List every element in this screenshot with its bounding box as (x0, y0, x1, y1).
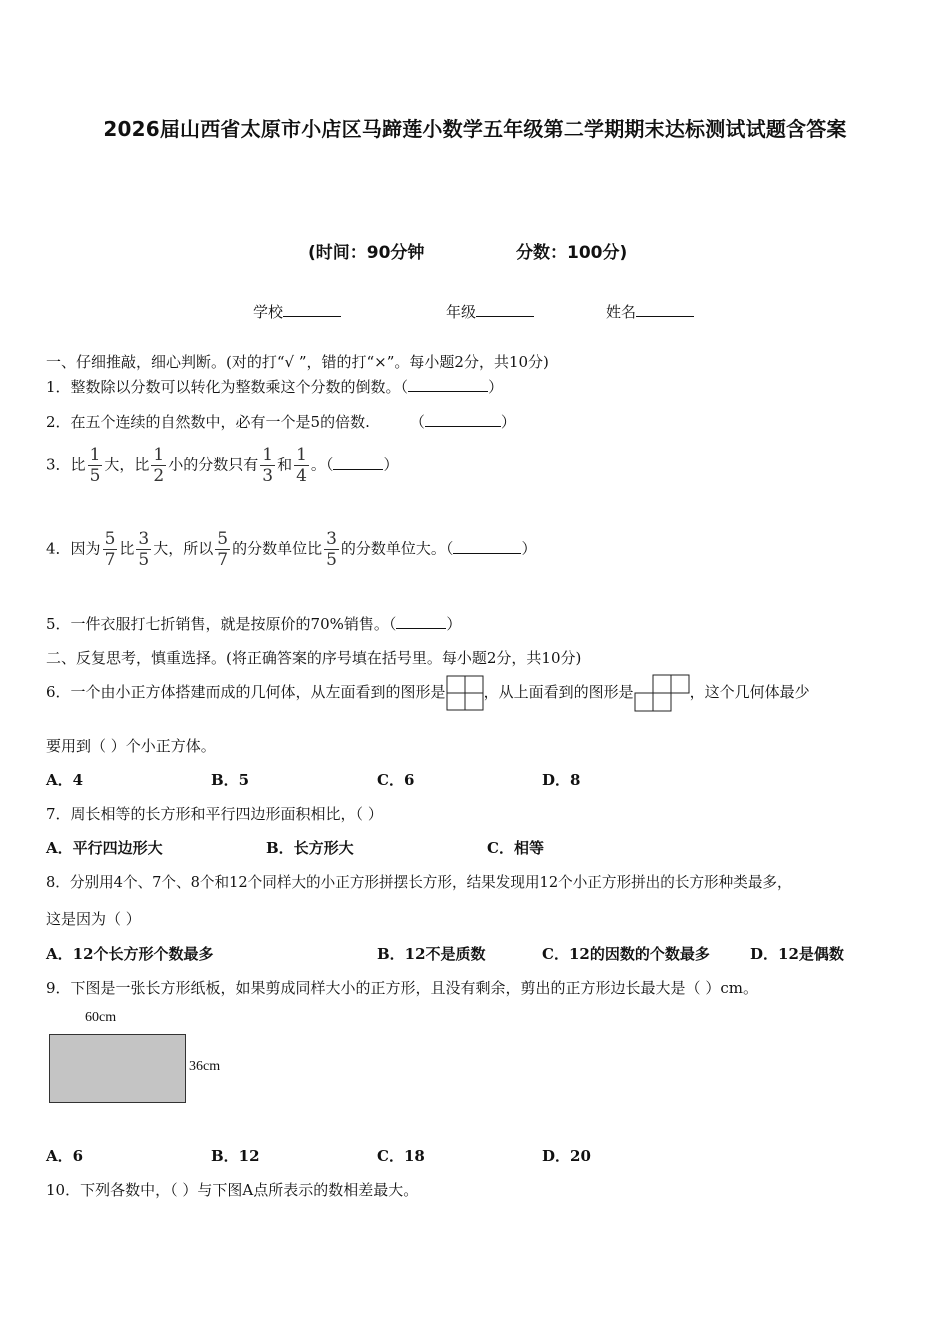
fraction: $\frac{5}{7}$ (104, 529, 116, 570)
q6-text-1: 一个由小正方体搭建而成的几何体，从左面看到的图形是 (70, 683, 446, 701)
name-blank[interactable] (636, 302, 694, 317)
question-2 (46, 411, 516, 432)
q4-text-1: 因为 (70, 539, 101, 558)
q5-close: ） (446, 615, 462, 633)
q4-text-3: 大，所以 (153, 539, 214, 558)
q2-answer-blank[interactable] (425, 412, 501, 427)
question-8 (46, 871, 792, 892)
q9-option-d[interactable]: D．20 (542, 1147, 591, 1165)
fraction: $\frac{1}{3}$ (262, 445, 274, 486)
q6-option-d[interactable]: D．8 (542, 771, 581, 789)
fraction: $\frac{3}{5}$ (326, 529, 337, 570)
q7-option-c[interactable]: C．相等 (487, 839, 544, 857)
width-label: 60cm (85, 1010, 117, 1025)
q2-open: （ (409, 413, 425, 431)
q7-number: 7． (46, 805, 71, 823)
q3-text-2: 大，比 (104, 455, 150, 474)
q9-option-c[interactable]: C．18 (377, 1147, 425, 1165)
q9-option-b[interactable]: B．12 (211, 1147, 260, 1165)
height-label: 36cm (189, 1059, 221, 1074)
section1-heading: 一、仔细推敲，细心判断。(对的打“√ ”，错的打“×”。每小题2分，共10分) (46, 353, 549, 371)
name-label: 姓名 (606, 303, 637, 321)
question-1 (46, 376, 503, 397)
q3-text-1: 比 (70, 455, 86, 474)
q1-text: 整数除以分数可以转化为整数乘这个分数的倒数。（ (70, 378, 409, 396)
top-view-figure (634, 674, 690, 712)
question-3 (46, 445, 398, 486)
q8-option-c[interactable]: C．12的因数的个数最多 (542, 945, 710, 963)
q1-answer-blank[interactable] (408, 377, 488, 392)
page-title: 2026届山西省太原市小店区马蹄莲小数学五年级第二学期期末达标测试试题含答案 (103, 117, 847, 141)
name-field (606, 301, 694, 322)
question-10 (46, 1179, 418, 1200)
grade-label: 年级 (446, 303, 477, 321)
q3-text-4: 和 (277, 455, 293, 474)
exam-time: (时间：90分钟 (308, 243, 425, 263)
q6-text-3: ，这个几何体最少 (689, 683, 810, 701)
q7-option-a[interactable]: A．平行四边形大 (46, 839, 163, 857)
q10-number: 10． (46, 1181, 81, 1199)
q9-text: 下图是一张长方形纸板，如果剪成同样大小的正方形，且没有剩余，剪出的正方形边长最大是（ ）cm。 (70, 979, 758, 997)
q5-number: 5． (46, 615, 71, 633)
q2-close: ） (500, 413, 516, 431)
q6-option-a[interactable]: A．4 (46, 771, 84, 789)
q3-answer-blank[interactable] (333, 455, 383, 470)
q2-number: 2． (46, 413, 71, 431)
q1-close: ） (488, 378, 504, 396)
q6-option-c[interactable]: C．6 (377, 771, 415, 789)
q6-number: 6． (46, 683, 71, 701)
q8-text-1: 分别用4个、7个、8个和12个同样大的小正方形拼摆长方形，结果发现用12个小正方形拼出的长方形种类最多， (69, 874, 792, 891)
q8-option-b[interactable]: B．12不是质数 (377, 945, 486, 963)
q3-text-3: 小的分数只有 (168, 455, 259, 474)
question-5 (46, 613, 461, 634)
q5-answer-blank[interactable] (396, 614, 446, 629)
q5-text: 一件衣服打七折销售，就是按原价的70%销售。（ (70, 615, 397, 633)
grade-field (446, 301, 534, 322)
school-field (253, 301, 341, 322)
paper-rectangle (49, 1034, 186, 1103)
left-view-figure (446, 675, 484, 711)
q10-text: 下列各数中，（ ）与下图A点所表示的数相差最大。 (80, 1181, 419, 1199)
q6-text-4: 要用到（ ）个小正方体。 (46, 737, 216, 755)
question-6 (46, 674, 810, 712)
fraction: $\frac{1}{4}$ (296, 445, 307, 486)
q3-close: ） (383, 455, 399, 474)
q1-number: 1． (46, 378, 71, 396)
question-4 (46, 529, 536, 570)
q4-text-2: 比 (119, 539, 135, 558)
section2-heading: 二、反复思考，慎重选择。(将正确答案的序号填在括号里。每小题2分，共10分) (46, 649, 582, 667)
fraction: $\frac{1}{2}$ (153, 445, 165, 486)
question-7 (46, 803, 383, 824)
q4-number: 4． (46, 539, 71, 558)
q4-text-4: 的分数单位比 (232, 539, 323, 558)
q4-text-5: 的分数单位大。（ (340, 539, 454, 558)
q6-option-b[interactable]: B．5 (211, 771, 250, 789)
fraction: $\frac{3}{5}$ (138, 529, 150, 570)
q8-option-d[interactable]: D．12是偶数 (750, 945, 844, 963)
school-blank[interactable] (283, 302, 341, 317)
q4-answer-blank[interactable] (453, 539, 521, 554)
q6-text-2: ，从上面看到的图形是 (483, 683, 634, 701)
q8-option-a[interactable]: A．12个长方形个数最多 (46, 945, 214, 963)
fraction: $\frac{5}{7}$ (217, 529, 229, 570)
q9-option-a[interactable]: A．6 (46, 1147, 84, 1165)
q2-text: 在五个连续的自然数中，必有一个是5的倍数. (70, 413, 370, 431)
grade-blank[interactable] (476, 302, 534, 317)
q3-text-5: 。（ (310, 455, 334, 474)
q7-option-b[interactable]: B．长方形大 (266, 839, 354, 857)
exam-score: 分数：100分) (516, 243, 628, 263)
q7-text: 周长相等的长方形和平行四边形面积相比，（ ） (70, 805, 383, 823)
fraction: $\frac{1}{5}$ (89, 445, 101, 486)
q8-text-2: 这是因为（ ） (46, 910, 141, 928)
q3-number: 3． (46, 455, 71, 474)
question-9 (46, 977, 758, 998)
q4-close: ） (521, 539, 537, 558)
school-label: 学校 (253, 303, 284, 321)
q9-number: 9． (46, 979, 71, 997)
q8-number: 8． (46, 874, 70, 891)
